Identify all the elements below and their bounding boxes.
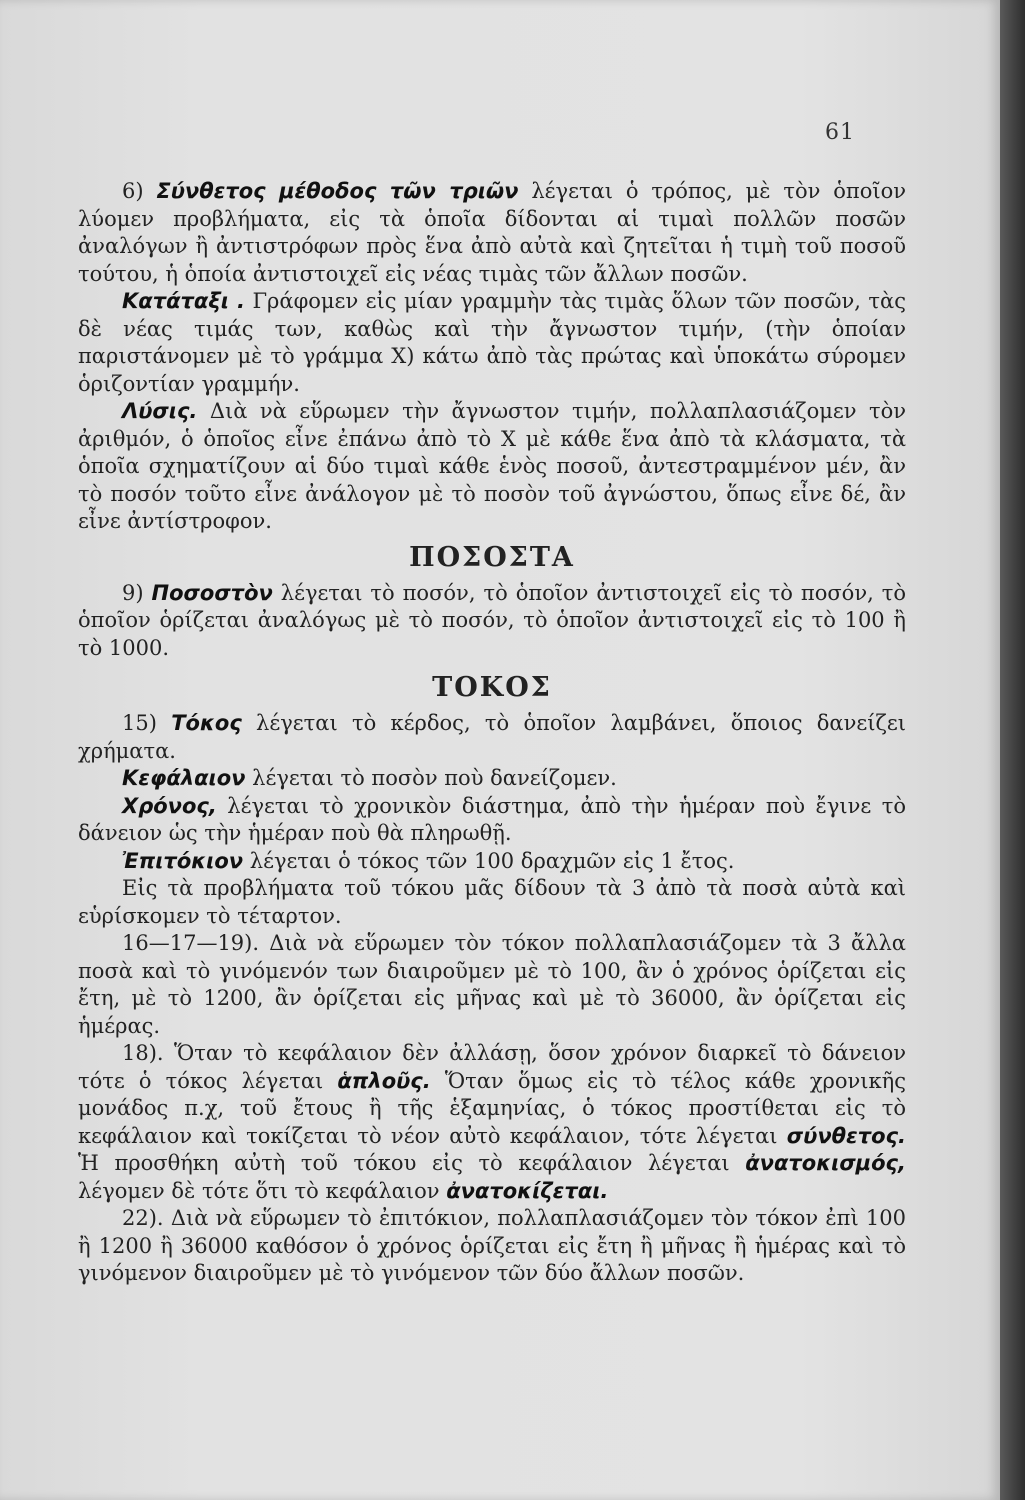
paragraph-text: Γράφομεν εἰς μίαν γραμμὴν τὰς τιμὰς ὅλων τῶν ποσῶν, τὰς δὲ νέας τιμάς των, καθὼς καὶ τὴν ἄγνωστον τιμήν, (τὴν ὁποίαν παριστάνομεν μὲ τὸ γράμμα Χ) κάτω ἀπὸ τὰς πρώτας καὶ ὑποκάτω σύρομεν ὁριζοντίαν γραμμήν.	[78, 289, 906, 396]
term-arrangement: Κατάταξι .	[122, 289, 246, 313]
term-time: Χρόνος,	[122, 793, 217, 818]
paragraph-find-rate	[78, 1205, 906, 1288]
paragraph-text: λέγεται ὁ τόκος τῶν 100 δραχμῶν εἰς 1 ἔτος.	[243, 848, 735, 873]
paragraph-compound-rule-of-three	[78, 178, 906, 288]
paragraph-interest-rate	[78, 848, 906, 876]
paragraph-number: 15)	[122, 711, 157, 735]
term-compounded: ἀνατοκίζεται.	[446, 1178, 609, 1203]
term-compounding: ἀνατοκισμός,	[745, 1151, 906, 1175]
paragraph-interest	[78, 710, 906, 765]
page-edge-shadow	[1000, 0, 1025, 1500]
paragraph-number: 22).	[122, 1206, 164, 1230]
paragraph-solution	[78, 398, 906, 536]
paragraph-text: λέγεται τὸ χρονικὸν διάστημα, ἀπὸ τὴν ἡμέραν ποὺ ἔγινε τὸ δάνειον ὡς τὴν ἡμέραν ποὺ θὰ πληρωθῇ.	[78, 793, 906, 845]
paragraph-arrangement	[78, 288, 906, 398]
term-simple: ἁπλοῦς.	[337, 1068, 431, 1093]
paragraph-simple-compound	[78, 1040, 906, 1205]
paragraph-text: Διὰ νὰ εὕρωμεν τὸ ἐπιτόκιον, πολλαπλασιάζομεν τὸν τόκον ἐπὶ 100 ἢ 1200 ἢ 36000 καθόσον ὁ χρόνος ὁρίζεται εἰς ἔτη ἢ μῆνας ἢ ἡμέρας καὶ τὸ γινόμενον διαιροῦμεν μὲ τὸ γινόμενον τῶν δύο ἄλλων ποσῶν.	[78, 1206, 906, 1285]
paragraph-text: λέγεται τὸ ποσὸν ποὺ δανείζομεν.	[245, 766, 617, 790]
paragraph-percentage	[78, 580, 906, 663]
term-compound-rule: Σύνθετος μέθοδος τῶν τριῶν	[156, 179, 519, 203]
paragraph-text: Ὅταν ὅμως εἰς τὸ τέλος κάθε χρονικῆς μονάδος π.χ, τοῦ ἔτους ἢ τῆς ἑξαμηνίας, ὁ τόκος προστίθεται εἰς τὸ κεφάλαιον καὶ τοκίζεται τὸ νέον αὐτὸ κεφάλαιον, τότε λέγεται	[78, 1068, 906, 1148]
paragraph-text: Ἡ προσθήκη αὐτὴ τοῦ τόκου εἰς τὸ κεφάλαιον λέγεται	[78, 1151, 746, 1175]
term-compound: σύνθετος.	[786, 1123, 906, 1148]
page-number: 61	[825, 120, 855, 145]
section-heading-percentages: ΠΟΣΟΣΤΑ	[409, 541, 575, 573]
paragraph-time	[78, 793, 906, 848]
paragraph-number: 6)	[122, 179, 144, 203]
paragraph-text: Ὅταν τὸ κεφάλαιον δὲν ἀλλάσῃ, ὅσον χρόνον διαρκεῖ τὸ δάνειον τότε ὁ τόκος λέγεται	[78, 1041, 906, 1093]
term-solution: Λύσις.	[122, 399, 198, 423]
paragraph-number: 16—17—19).	[122, 931, 260, 955]
paragraph-text: λέγεται τὸ ποσόν, τὸ ὁποῖον ἀντιστοιχεῖ εἰς τὸ ποσόν, τὸ ὁποῖον ὁρίζεται ἀναλόγως μὲ τὸ ποσόν, τὸ ὁποῖον ἀντιστοιχεῖ εἰς τὸ 100 ἢ τὸ 1000.	[78, 580, 906, 660]
term-capital: Κεφάλαιον	[122, 766, 246, 790]
paragraph-number: 9)	[122, 580, 144, 605]
paragraph-text: λέγεται τὸ κέρδος, τὸ ὁποῖον λαμβάνει, ὅποιος δανείζει χρήματα.	[78, 711, 906, 763]
paragraph-number: 18).	[122, 1041, 164, 1065]
paragraph-text: Διὰ νὰ εὕρωμεν τὴν ἄγνωστον τιμήν, πολλαπλασιάζομεν τὸν ἀριθμόν, ὁ ὁποῖος εἶνε ἐπάνω ἀπὸ τὸ Χ μὲ κάθε ἕνα ἀπὸ τὰ κλάσματα, τὰ ὁποῖα σχηματίζουν αἱ δύο τιμαὶ κάθε ἑνὸς ποσοῦ, ἀντεστραμμένον μέν, ἂν τὸ ποσόν τοῦτο εἶνε ἀνάλογον μὲ τὸ ποσὸν τοῦ ἀγνώστου, ὅπως εἶνε δέ, ἂν εἶνε ἀντίστροφον.	[78, 399, 906, 533]
paragraph-text: Διὰ νὰ εὕρωμεν τὸν τόκον πολλαπλασιάζομεν τὰ 3 ἄλλα ποσὰ καὶ τὸ γινόμενόν των διαιροῦμεν μὲ τὸ 100, ἂν ὁ χρόνος ὁρίζεται εἰς ἔτη, μὲ τὸ 1200, ἂν ὁρίζεται εἰς μῆνας καὶ μὲ τὸ 36000, ἂν ὁρίζεται εἰς ἡμέρας.	[78, 931, 906, 1038]
paragraph-find-interest	[78, 930, 906, 1040]
paragraph-capital	[78, 765, 906, 793]
term-interest: Τόκος	[171, 711, 242, 735]
paragraph-text: λέγεται ὁ τρόπος, μὲ τὸν ὁποῖον λύομεν προβλήματα, εἰς τὰ ὁποῖα δίδονται αἱ τιμαὶ πολλῶν ποσῶν ἀναλόγων ἢ ἀντιστρόφων πρὸς ἕνα ἀπὸ αὐτὰ καὶ ζητεῖται ἡ τιμὴ τοῦ ποσοῦ τούτου, ἡ ὁποία ἀντιστοιχεῖ εἰς νέας τιμὰς τῶν ἄλλων ποσῶν.	[78, 179, 906, 286]
term-interest-rate: Ἐπιτόκιον	[122, 848, 244, 873]
page-body	[78, 178, 906, 1288]
term-percentage: Ποσοστὸν	[151, 580, 273, 605]
section-heading-interest: ΤΟΚΟΣ	[432, 672, 552, 703]
paragraph-text: λέγομεν δὲ τότε ὅτι τὸ κεφάλαιον	[78, 1178, 447, 1203]
paragraph-problems: Εἰς τὰ προβλήματα τοῦ τόκου μᾶς δίδουν τὰ 3 ἀπὸ τὰ ποσὰ αὐτὰ καὶ εὑρίσκομεν τὸ τέταρτον.	[78, 876, 906, 928]
